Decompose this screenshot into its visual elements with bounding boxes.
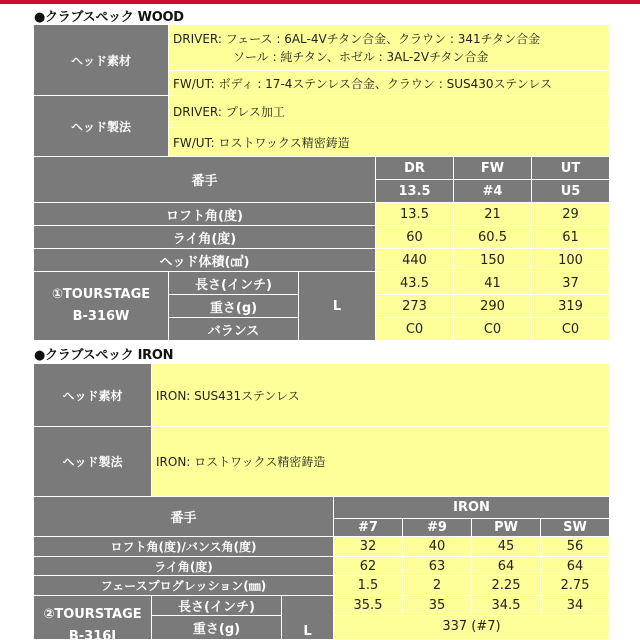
iron-head-method-label: ヘッド製法 xyxy=(34,427,152,497)
iron-row-loft-label: ロフト角(度)/バンス角(度) xyxy=(34,537,334,557)
iron-head-material-value: IRON: SUS431ステンレス xyxy=(152,364,610,427)
iron-row-loft-sw: 56 xyxy=(541,537,610,557)
wood-weight-ut: 319 xyxy=(532,295,610,318)
iron-shaft-name-line2: B-316I xyxy=(68,629,117,640)
iron-length-9: 35 xyxy=(403,596,472,616)
wood-head-method-fwut: FW/UT: ロストワックス精密鋳造 xyxy=(169,128,610,157)
iron-row-lie-7: 62 xyxy=(334,557,403,576)
wood-head-material-driver-line2: ソール : 純チタン、ホゼル : 3AL-2Vチタン合金 xyxy=(233,49,489,64)
iron-col-sw: SW xyxy=(541,519,610,537)
iron-col-7: #7 xyxy=(334,519,403,537)
wood-row-loft-ut: 29 xyxy=(532,203,610,226)
iron-row-progression-sw: 2.75 xyxy=(541,576,610,596)
wood-length-fw: 41 xyxy=(454,272,532,295)
wood-length-label: 長さ(インチ) xyxy=(169,272,299,295)
wood-head-material-label: ヘッド素材 xyxy=(34,25,169,96)
iron-weight-value: 337 (#7) xyxy=(334,616,610,640)
wood-row-lie-dr: 60 xyxy=(376,226,454,249)
wood-row-lie-fw: 60.5 xyxy=(454,226,532,249)
iron-row-progression-label: フェースプログレッション(㎜) xyxy=(34,576,334,596)
wood-weight-fw: 290 xyxy=(454,295,532,318)
wood-balance-dr: C0 xyxy=(376,318,454,341)
iron-row-loft-9: 40 xyxy=(403,537,472,557)
iron-head-material-label: ヘッド素材 xyxy=(34,364,152,427)
wood-head-method-driver: DRIVER: プレス加工 xyxy=(169,96,610,128)
wood-row-lie-ut: 61 xyxy=(532,226,610,249)
wood-number-label: 番手 xyxy=(34,157,376,203)
wood-row-lie-label: ライ角(度) xyxy=(34,226,376,249)
top-accent-bar xyxy=(0,0,640,4)
iron-group-label: IRON xyxy=(334,497,610,519)
wood-flex: L xyxy=(299,272,376,341)
iron-row-loft-pw: 45 xyxy=(472,537,541,557)
iron-length-sw: 34 xyxy=(541,596,610,616)
wood-length-ut: 37 xyxy=(532,272,610,295)
iron-row-lie-sw: 64 xyxy=(541,557,610,576)
wood-length-dr: 43.5 xyxy=(376,272,454,295)
iron-row-lie-pw: 64 xyxy=(472,557,541,576)
wood-col-ut: UT xyxy=(532,157,610,180)
iron-weight-label: 重さ(g) xyxy=(152,616,282,640)
iron-col-9: #9 xyxy=(403,519,472,537)
wood-head-material-driver xyxy=(169,25,610,71)
iron-length-label: 長さ(インチ) xyxy=(152,596,282,616)
iron-row-progression-7: 1.5 xyxy=(334,576,403,596)
wood-row-loft-fw: 21 xyxy=(454,203,532,226)
wood-section-title: ●クラブスペック WOOD xyxy=(34,10,184,25)
wood-row-loft-dr: 13.5 xyxy=(376,203,454,226)
iron-row-loft-7: 32 xyxy=(334,537,403,557)
iron-length-pw: 34.5 xyxy=(472,596,541,616)
iron-length-7: 35.5 xyxy=(334,596,403,616)
wood-row-volume-label: ヘッド体積(㎤) xyxy=(34,249,376,272)
iron-section-title: ●クラブスペック IRON xyxy=(34,348,174,363)
iron-shaft-name xyxy=(34,596,152,640)
wood-col-fw: FW xyxy=(454,157,532,180)
iron-col-pw: PW xyxy=(472,519,541,537)
wood-head-material-driver-line1: DRIVER: フェース : 6AL-4Vチタン合金、クラウン : 341チタン合金 xyxy=(173,31,541,46)
wood-shaft-name xyxy=(34,272,169,341)
iron-row-lie-9: 63 xyxy=(403,557,472,576)
wood-row-loft-label: ロフト角(度) xyxy=(34,203,376,226)
iron-row-progression-pw: 2.25 xyxy=(472,576,541,596)
iron-row-lie-label: ライ角(度) xyxy=(34,557,334,576)
wood-col-dr: DR xyxy=(376,157,454,180)
wood-weight-label: 重さ(g) xyxy=(169,295,299,318)
wood-row-volume-dr: 440 xyxy=(376,249,454,272)
iron-row-progression-9: 2 xyxy=(403,576,472,596)
iron-head-method-value: IRON: ロストワックス精密鋳造 xyxy=(152,427,610,497)
wood-row-volume-ut: 100 xyxy=(532,249,610,272)
wood-shaft-name-line1: ①TOURSTAGE xyxy=(51,287,151,302)
iron-shaft-name-line1: ②TOURSTAGE xyxy=(43,607,142,622)
wood-head-method-label: ヘッド製法 xyxy=(34,96,169,157)
wood-balance-label: バランス xyxy=(169,318,299,341)
iron-number-label: 番手 xyxy=(34,497,334,537)
iron-flex: L xyxy=(282,596,334,640)
wood-balance-fw: C0 xyxy=(454,318,532,341)
wood-head-material-fwut: FW/UT: ボディ : 17-4ステンレス合金、クラウン : SUS430ステンレス xyxy=(169,71,610,96)
wood-weight-dr: 273 xyxy=(376,295,454,318)
wood-balance-ut: C0 xyxy=(532,318,610,341)
wood-subcol-dr: 13.5 xyxy=(376,180,454,203)
wood-shaft-name-line2: B-316W xyxy=(72,309,130,324)
wood-subcol-fw: #4 xyxy=(454,180,532,203)
wood-subcol-ut: U5 xyxy=(532,180,610,203)
wood-row-volume-fw: 150 xyxy=(454,249,532,272)
